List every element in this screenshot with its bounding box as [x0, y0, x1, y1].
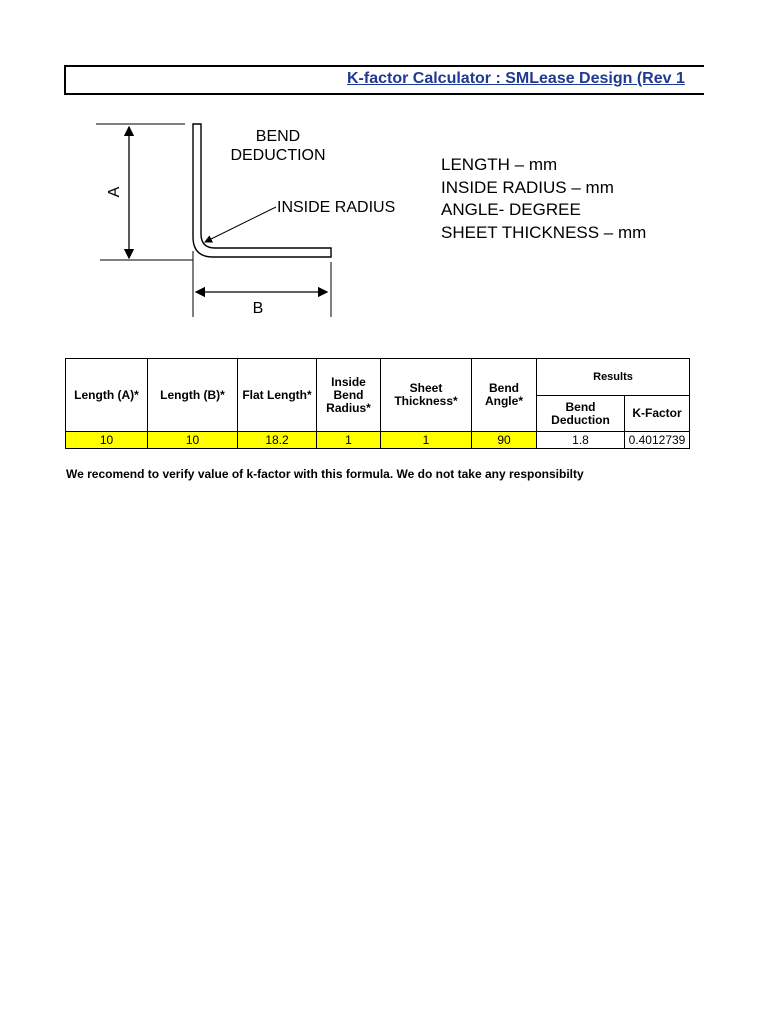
- title-bar: [64, 65, 704, 95]
- header-inside-bend-radius: Inside Bend Radius*: [317, 359, 381, 432]
- length-b-input[interactable]: 10: [148, 432, 238, 449]
- header-length-b: Length (B)*: [148, 359, 238, 432]
- header-k-factor: K-Factor: [625, 396, 690, 432]
- dimension-a-label: A: [106, 186, 123, 198]
- inside-bend-radius-input[interactable]: 1: [317, 432, 381, 449]
- sheet-thickness-input[interactable]: 1: [381, 432, 472, 449]
- length-a-input[interactable]: 10: [66, 432, 148, 449]
- header-length-a: Length (A)*: [66, 359, 148, 432]
- unit-length: LENGTH – mm: [441, 155, 558, 174]
- bend-deduction-label-line1: BEND: [255, 128, 301, 145]
- header-bend-deduction: Bend Deduction: [537, 396, 625, 432]
- dimension-b-label: B: [252, 300, 264, 317]
- unit-sheet-thickness: SHEET THICKNESS – mm: [441, 222, 647, 242]
- bend-deduction-label-line2: DEDUCTION: [230, 147, 326, 164]
- bend-angle-input[interactable]: 90: [472, 432, 537, 449]
- inside-radius-leader: [205, 207, 276, 242]
- disclaimer-note: We recomend to verify value of k-factor with this formula. We do not take any responsibilty: [66, 467, 584, 481]
- k-factor-table: [65, 358, 690, 449]
- header-flat-length: Flat Length*: [238, 359, 317, 432]
- header-results: Results: [537, 359, 690, 396]
- inside-radius-label: INSIDE RADIUS: [277, 199, 396, 216]
- header-sheet-thickness: Sheet Thickness*: [381, 359, 472, 432]
- header-bend-angle: Bend Angle*: [472, 359, 537, 432]
- bend-deduction-result[interactable]: 1.8: [537, 432, 625, 449]
- k-factor-result[interactable]: 0.4012739: [625, 432, 690, 449]
- page-title[interactable]: K-factor Calculator : SMLease Design (Rev 1: [347, 70, 685, 87]
- units-legend: [441, 154, 646, 244]
- unit-angle: ANGLE- DEGREE: [441, 200, 581, 219]
- flat-length-input[interactable]: 18.2: [238, 432, 317, 449]
- bend-diagram: [90, 115, 420, 325]
- unit-inside-radius: INSIDE RADIUS – mm: [441, 177, 614, 197]
